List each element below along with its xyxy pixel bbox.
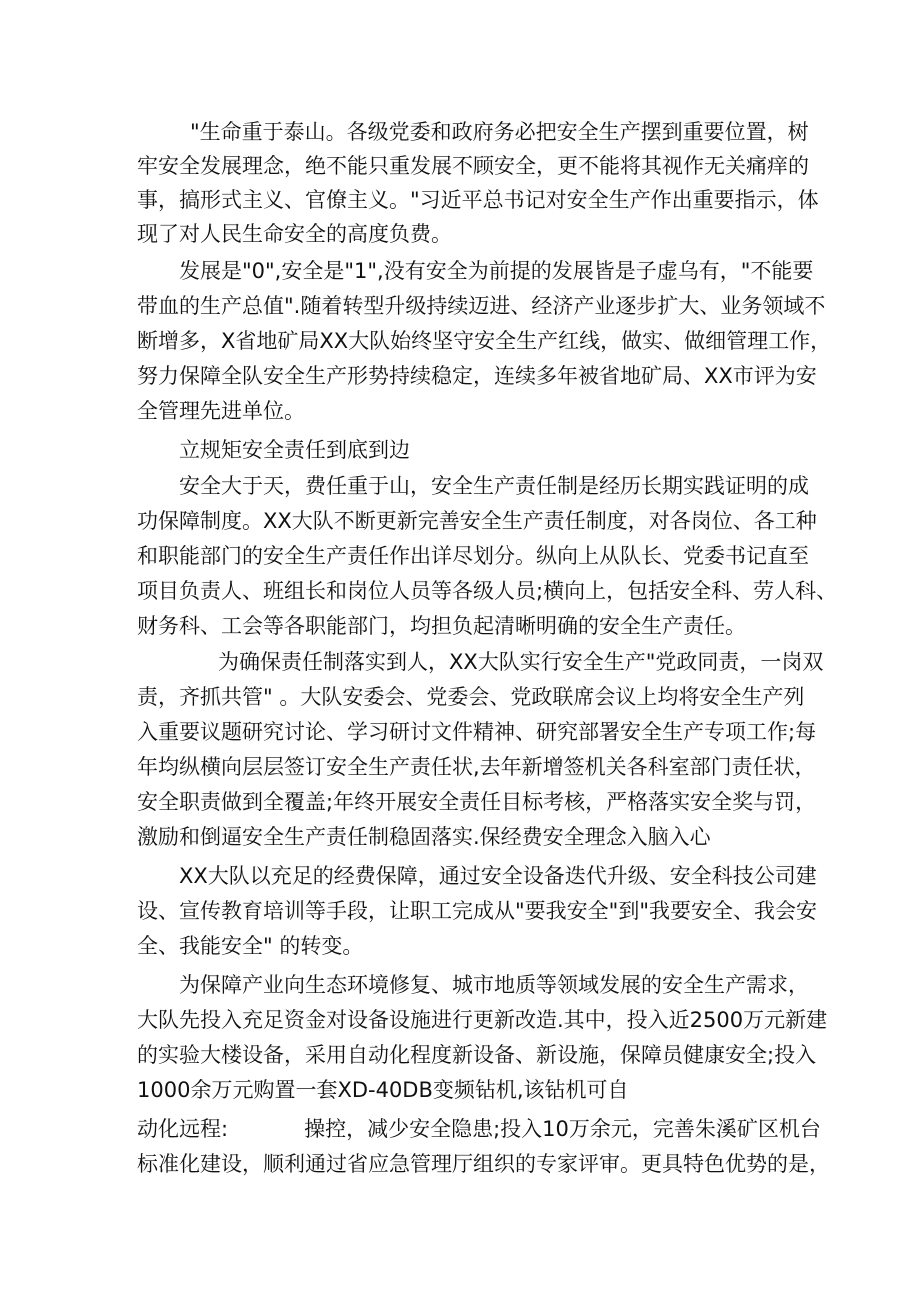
text-line: 为保障产业向生态环境修复、城市地质等领域发展的安全生产需求， xyxy=(179,973,809,997)
text-line: 功保障制度。XX大队不断更新完善安全生产责任制度，对各岗位、各工种 xyxy=(137,509,817,533)
text-line: 带血的生产总值".随着转型升级持续迈进、经济产业逐步扩大、业务领域不 xyxy=(137,294,826,318)
text-line: 激励和倒逼安全生产责任制稳固落实.保经费安全理念入脑入心 xyxy=(137,825,711,849)
text-line: 现了对人民生命安全的高度负费。 xyxy=(137,222,452,246)
text-line: 安全大于天，费任重于山，安全生产责任制是经历长期实践证明的成 xyxy=(179,474,809,498)
text-line: 的实验大楼设备，采用自动化程度新设备、新设施，保障员健康安全;投入 xyxy=(137,1043,817,1067)
text-line: 设、宣传教育培训等手段，让职工完成从"要我安全"到"我要安全、我会安 xyxy=(137,899,817,923)
text-fragment: 操控，减少安全隐患;投入10万余元，完善朱溪矿区机台 xyxy=(304,1117,821,1141)
section-heading: 立规矩安全责任到底到边 xyxy=(179,438,410,462)
text-line: 责，齐抓共管" 。大队安委会、党委会、党政联席会议上均将安全生产列 xyxy=(137,685,805,709)
text-line: XX大队以充足的经费保障，通过安全设备迭代升级、安全科技公司建 xyxy=(179,864,817,888)
text-line: 全、我能安全" 的转变。 xyxy=(137,934,364,958)
text-line xyxy=(137,1111,821,1147)
text-line: 安全职责做到全覆盖;年终开展安全责任目标考核，严格落实安全奖与罚， xyxy=(137,790,817,814)
text-line: 入重要议题研究讨论、学习研讨文件精神、研究部署安全生产专项工作;每 xyxy=(137,720,817,744)
text-line: 事，搞形式主义、官僚主义。"习近平总书记对安全生产作出重要指示，体 xyxy=(137,188,819,212)
text-line: 和职能部门的安全生产责任作出详尽划分。纵向上从队长、党委书记直至 xyxy=(137,544,809,568)
text-line: 大队先投入充足资金对设备设施进行更新改造.其中，投入近2500万元新建 xyxy=(137,1008,828,1032)
text-line: 牢安全发展理念，绝不能只重发展不顾安全，更不能将其视作无关痛痒的 xyxy=(137,154,809,178)
text-line: 标准化建设，顺利通过省应急管理厅组织的专家评审。更具特色优势的是， xyxy=(137,1152,830,1176)
text-line: 1000余万元购置一套XD-40DB变频钻机,该钻机可自 xyxy=(137,1078,629,1102)
text-line: 年均纵横向层层签订安全生产责任状,去年新增签机关各科室部门责任状， xyxy=(137,755,816,779)
text-line: 努力保障全队安全生产形势持续稳定，连续多年被省地矿局、XX市评为安 xyxy=(137,364,817,388)
text-line: 项目负责人、班组长和岗位人员等各级人员;横向上，包括安全科、劳人科、 xyxy=(137,579,838,603)
text-line: 全管理先进单位。 xyxy=(137,399,305,423)
text-line: "生命重于泰山。各级党委和政府务必把安全生产摆到重要位置，树 xyxy=(190,120,809,144)
text-line: 发展是"0",安全是"1",没有安全为前提的发展皆是子虚乌有，"不能要 xyxy=(179,259,814,283)
text-line: 财务科、工会等各职能部门，均担负起清晰明确的安全生产责任。 xyxy=(137,614,746,638)
text-line: 为确保责任制落实到人，XX大队实行安全生产"党政同责，一岗双 xyxy=(218,650,824,674)
text-line: 断增多，X省地矿局XX大队始终坚守安全生产红线，做实、做细管理工作， xyxy=(137,329,832,353)
text-fragment: 动化远程: xyxy=(137,1117,229,1141)
